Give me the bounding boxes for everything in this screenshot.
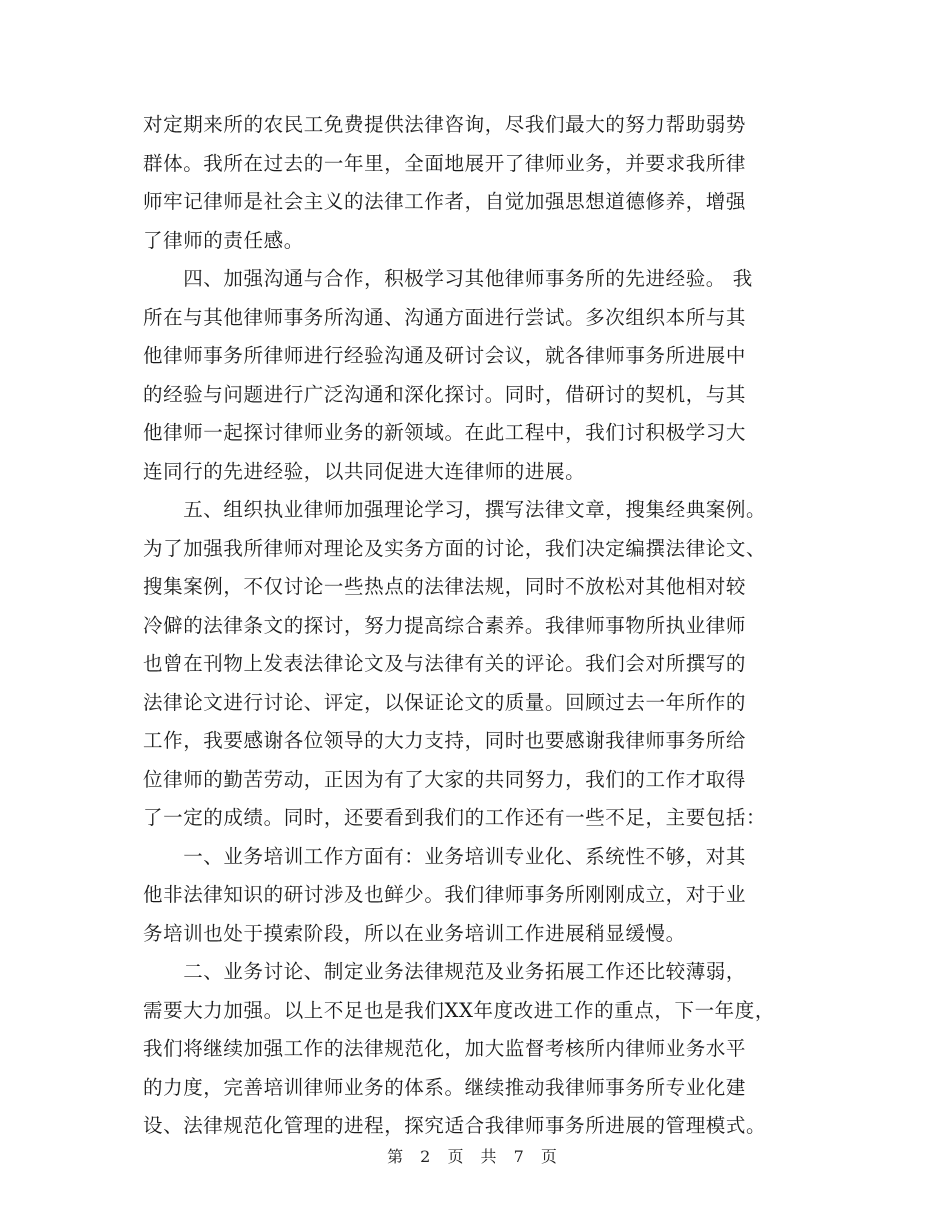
text-line: 连同行的先进经验，以共同促进大连律师的进展。 [143, 459, 586, 483]
text-line: 的力度，完善培训律师业务的体系。继续推动我律师事务所专业化建 [143, 1075, 747, 1099]
text-line: 冷僻的法律条文的探讨，努力提高综合素养。我律师事物所执业律师 [143, 613, 747, 637]
body-text [143, 106, 833, 1146]
text-line: 搜集案例，不仅讨论一些热点的法律法规，同时不放松对其他相对较 [143, 575, 747, 598]
text-line: 也曾在刊物上发表法律论文及与法律有关的评论。我们会对所撰写的 [143, 652, 747, 675]
text-line: 了律师的责任感。 [143, 228, 304, 252]
text-line: 我们将继续加强工作的法律规范化，加大监督考核所内律师业务水平 [143, 1037, 747, 1060]
text-line: 工作，我要感谢各位领导的大力支持，同时也要感谢我律师事务所给 [143, 729, 747, 752]
page-number-footer: 第 2 页 共 7 页 [387, 1147, 563, 1166]
text-line: 他律师事务所律师进行经验沟通及研讨会议，就各律师事务所进展中 [143, 344, 747, 367]
text-line: 了一定的成绩。同时，还要看到我们的工作还有一些不足，主要包括： [143, 806, 767, 829]
text-line: 五、组织执业律师加强理论学习，撰写法律文章，搜集经典案例。 [143, 498, 767, 521]
text-line: 二、业务讨论、制定业务法律规范及业务拓展工作还比较薄弱， [143, 960, 747, 983]
text-line: 他非法律知识的研讨涉及也鲜少。我们律师事务所刚刚成立，对于业 [143, 883, 747, 906]
text-line: 四、加强沟通与合作，积极学习其他律师事务所的先进经验。 我 [143, 267, 753, 290]
text-line: 群体。我所在过去的一年里，全面地展开了律师业务，并要求我所律 [143, 151, 747, 175]
text-line: 设、法律规范化管理的进程，探究适合我律师事务所进展的管理模式。 [143, 1114, 767, 1137]
text-line: 他律师一起探讨律师业务的新领域。在此工程中，我们讨积极学习大 [143, 421, 747, 444]
text-line: 一、业务培训工作方面有：业务培训专业化、系统性不够，对其 [143, 844, 747, 868]
text-line: 位律师的勤苦劳动，正因为有了大家的共同努力，我们的工作才取得 [143, 767, 747, 791]
text-line: 需要大力加强。以上不足也是我们XX年度改进工作的重点，下一年度， [143, 998, 775, 1022]
text-line: 务培训也处于摸索阶段，所以在业务培训工作进展稍显缓慢。 [143, 921, 686, 945]
text-line: 所在与其他律师事务所沟通、沟通方面进行尝试。多次组织本所与其 [143, 305, 747, 329]
text-line: 法律论文进行讨论、评定，以保证论文的质量。回顾过去一年所作的 [143, 690, 747, 714]
text-line: 对定期来所的农民工免费提供法律咨询，尽我们最大的努力帮助弱势 [143, 113, 747, 136]
text-line: 的经验与问题进行广泛沟通和深化探讨。同时，借研讨的契机，与其 [143, 382, 747, 406]
text-line: 师牢记律师是社会主义的法律工作者，自觉加强思想道德修养，增强 [143, 190, 747, 213]
text-line: 为了加强我所律师对理论及实务方面的讨论，我们决定编撰法律论文、 [143, 536, 767, 560]
